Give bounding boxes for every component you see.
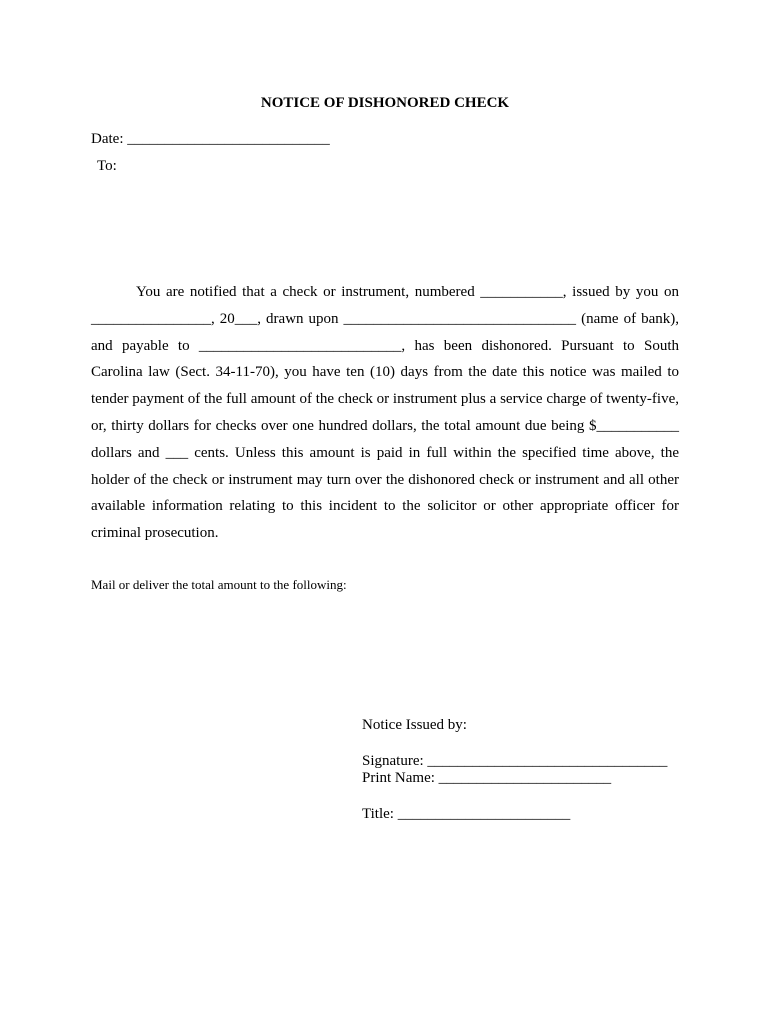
title-field: Title: _______________________ xyxy=(362,806,571,822)
issuer-block xyxy=(362,717,667,823)
signature-field: Signature: ________________________________ xyxy=(362,753,668,769)
print-name-field: Print Name: _______________________ xyxy=(362,770,612,786)
spacer xyxy=(362,787,667,806)
to-label: To: xyxy=(97,158,117,174)
issued-by-label: Notice Issued by: xyxy=(362,717,467,733)
date-field: Date: ___________________________ xyxy=(91,131,330,147)
notice-body-paragraph: You are notified that a check or instrument, numbered ___________, issued by you on ________________, 20___, drawn upon _______________________________ (name of bank), and payable to ___________________________, has been dishonored. Pursuant to South Carolina law (Sect. 34-11-70), you have ten (10) days from the date this notice was mailed to tender payment of the full amount of the check or instrument plus a service charge of twenty-five, or, thirty dollars for checks over one hundred dollars, the total amount due being $___________ dollars and ___ cents. Unless this amount is paid in full within the specified time above, the holder of the check or instrument may turn over the dishonored check or instrument and all other available information relating to this incident to the solicitor or other appropriate officer for criminal prosecution. xyxy=(91,284,679,542)
spacer xyxy=(362,734,667,753)
mail-instruction: Mail or deliver the total amount to the following: xyxy=(91,577,347,592)
document-title: NOTICE OF DISHONORED CHECK xyxy=(260,95,510,111)
